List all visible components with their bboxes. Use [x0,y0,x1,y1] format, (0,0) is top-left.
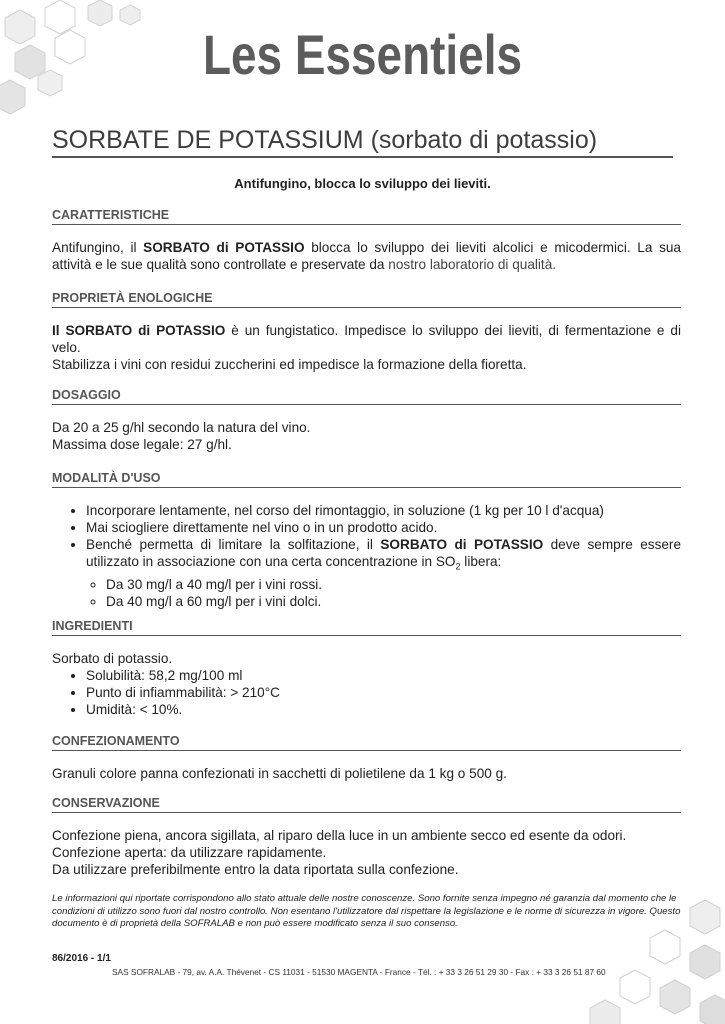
text: Granuli colore panna confezionati in sacchetti di polietilene da 1 kg o 500 g. [52,766,507,781]
text: libera: [460,554,502,569]
section-body [52,322,681,373]
section-heading: CARATTERISTICHE [52,208,681,225]
section-heading: DOSAGGIO [52,388,681,405]
text: nostro laboratorio di qualità. [388,257,557,272]
text: Sorbato di potassio. [52,651,173,666]
list-item: • Incorporare lentamente, nel corso del rimontaggio, in soluzione (1 kg per 10 l d'acqua) [86,502,681,519]
text: Massima dose legale: 27 g/hl. [52,437,232,452]
section-heading: CONFEZIONAMENTO [52,734,681,751]
section-body [52,827,681,878]
bold-text: SORBATO di POTASSIO [143,240,305,255]
list-item: • Solubilità: 58,2 mg/100 ml [86,667,681,684]
section-heading: INGREDIENTI [52,619,681,636]
text: deve sempre essere utilizzato in associazione con una certa concentrazione in SO [86,537,682,569]
section-body [52,419,681,453]
sub-list-item: ◦ Da 30 mg/l a 40 mg/l per i vini rossi. [106,576,681,593]
disclaimer: Le informazioni qui riportate corrispondono allo stato attuale delle nostre conoscenze. Sono fornite senza impegno né garanzia dal momento che le condizioni di utilizzo sono fuori dal nostro controllo. Non esentano l'utilizzatore dal rispettare la legislazione e le norme di sicurezza in vigore. Questo documento è di proprietà della SOFRALAB e non può essere modificato senza il suo consenso. [52,893,681,929]
text: blocca lo sviluppo dei lieviti alcolici e micodermici. La sua attività e le sue qualità sono controllate e preservate da [52,240,681,272]
subscript: 2 [455,561,461,572]
company-address: SAS SOFRALAB - 79, av. A.A. Thévenet - CS 11031 - 51530 MAGENTA - France - Tél. : + 33 3 26 51 29 30 - Fax : + 33 3 26 51 87 60 [112,967,606,977]
section-heading: CONSERVAZIONE [52,796,681,813]
bold-text: SORBATO di POTASSIO [380,537,544,552]
text: è un fungistatico. Impedisce lo sviluppo dei lieviti, di fermentazione e di velo. [52,323,681,355]
section-body [52,239,681,273]
section-body [52,765,681,782]
text: Da utilizzare preferibilmente entro la data riportata sulla confezione. [52,862,459,877]
section-dosaggio [52,388,681,453]
text: Confezione piena, ancora sigillata, al riparo della luce in un ambiente secco ed esente da odori. Confezione aperta: da utilizzare rapidamente. [52,828,627,860]
list-item: • Punto di infiammabilità: > 210°C [86,684,681,701]
section-caratteristiche [52,208,681,273]
section-modalita-uso [52,471,681,610]
text: Antifungino, il [52,240,144,255]
section-confezionamento [52,734,681,782]
section-ingredienti [52,619,681,718]
section-conservazione [52,796,681,878]
section-heading: MODALITÀ D'USO [52,471,681,488]
list-item [86,536,681,576]
section-body [52,650,681,718]
document-reference: 86/2016 - 1/1 [52,953,111,964]
bold-text: Il SORBATO di POTASSIO [52,323,226,338]
product-title: SORBATE DE POTASSIUM (sorbato di potassio) [52,126,673,158]
section-proprieta-enologiche [52,291,681,373]
text: Benché permetta di limitare la solfitazione, il [86,537,381,552]
list-item: • Mai sciogliere direttamente nel vino o in un prodotto acido. [86,519,681,536]
brand-logo: Les Essentiels [202,23,523,86]
list-item: • Umidità: < 10%. [86,701,681,718]
section-body [52,502,681,610]
sub-list-item: ◦ Da 40 mg/l a 60 mg/l per i vini dolci. [106,593,681,610]
section-heading: PROPRIETÀ ENOLOGICHE [52,291,681,308]
product-subtitle: Antifungino, blocca lo sviluppo dei lieviti. [234,176,491,191]
text: Stabilizza i vini con residui zuccherini ed impedisce la formazione della fioretta. [52,357,527,372]
text: Da 20 a 25 g/hl secondo la natura del vino. [52,420,311,435]
